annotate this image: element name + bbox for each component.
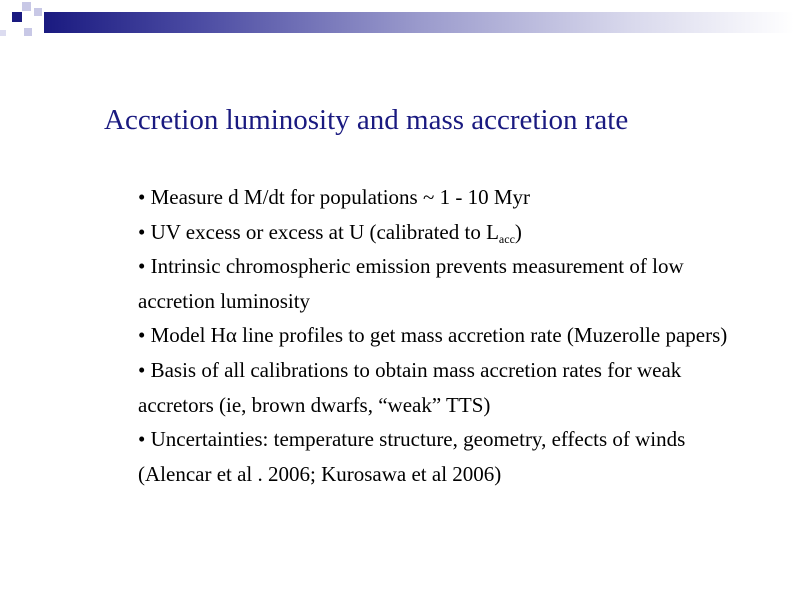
bullet-item: • Uncertainties: temperature structure, geometry, effects of winds (Alencar et al . 2006; Kurosawa et al 2006) [138,427,686,486]
bullet-item [138,318,758,353]
decor-square [34,8,42,16]
slide-title: Accretion luminosity and mass accretion rate [104,104,629,136]
bullet-list [138,180,758,491]
header-decoration [0,0,794,50]
subscript: acc [498,231,515,246]
bullet-item: • Basis of all calibrations to obtain mass accretion rates for weak accretors (ie, brown dwarfs, “weak” TTS) [138,357,682,417]
header-gradient-bar [44,12,794,33]
decor-square [12,12,22,22]
bullet-text: • UV excess or excess at U (calibrated to L [138,219,499,244]
bullet-text: line profiles to get mass accretion rate (Muzerolle papers) [236,323,728,348]
greek-letter: α [225,323,237,348]
bullet-item: • Measure d M/dt for populations ~ 1 - 10 Myr [138,185,530,209]
bullet-text: ) [514,219,522,244]
decor-square [0,30,6,36]
bullet-item: • Intrinsic chromospheric emission prevents measurement of low accretion luminosity [138,254,684,313]
decor-square [22,2,31,11]
bullet-item [138,215,758,250]
bullet-text: • Model H [138,323,226,348]
decor-square [24,28,32,36]
